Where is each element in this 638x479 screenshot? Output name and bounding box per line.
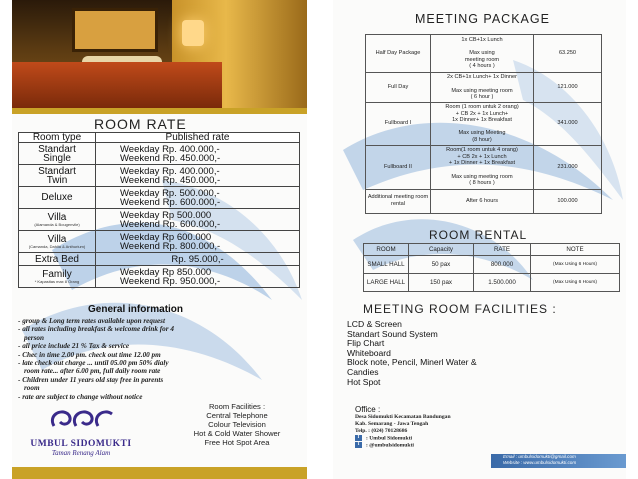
facility-item: Flip Chart [347, 338, 385, 349]
meeting-package-title: MEETING PACKAGE [415, 12, 550, 26]
twitter-icon: t [355, 442, 362, 448]
column-header: RATE [474, 244, 531, 256]
facility-item: Candies [347, 366, 379, 377]
table-row [364, 274, 620, 292]
info-item: room rate... after 6.00 pm, full daily room rate [24, 367, 161, 376]
column-header: ROOM [364, 244, 409, 256]
column-header: Published rate [96, 133, 300, 143]
info-item: - group & Long term rates available upon request [18, 317, 165, 325]
room-photo [12, 0, 307, 108]
package-price: 231.000 [534, 145, 602, 189]
package-price: 63.250 [534, 35, 602, 73]
package-desc: 2x CB+1x Lunch+ 1x Dinner Max using meeting room ( 6 hour ) [431, 73, 534, 103]
table-row [364, 244, 620, 256]
column-header: Room type [19, 133, 96, 143]
table-row [366, 103, 602, 146]
room-type: Extra Bed [35, 253, 79, 265]
office-address: Desa Sidomukti Kecamatan Bandungan [355, 414, 451, 420]
package-desc: 1x CB+1x Lunch Max using meeting room ( 4 hours ) [431, 35, 534, 73]
gold-divider [12, 108, 307, 114]
rate-weekend: Weekend Rp. 600.000,- [120, 218, 221, 230]
rate-weekend: Weekend Rp. 600.000,- [120, 196, 221, 208]
info-item: - all price include 21 % Tax & service [18, 342, 130, 351]
room-type-note: * Kapasitas max 8 Orang [34, 278, 80, 284]
rate-weekday: Weekday Rp 500.000 [120, 209, 212, 221]
room-facilities [172, 402, 302, 447]
table-row [19, 165, 300, 187]
office-phone: Telp. : (024) 70128686 [355, 428, 408, 434]
general-information [18, 304, 298, 401]
rate-weekday: Weekday Rp. 500.000,- [120, 187, 220, 199]
room-rate-title: ROOM RATE [94, 116, 187, 132]
meeting-facilities-title: MEETING ROOM FACILITIES : [363, 302, 557, 316]
room-type-note: (Camanda, Dahlia & Anthurium) [28, 243, 86, 249]
package-desc: After 6 hours [431, 189, 534, 213]
info-item: - all rates including breakfast & welcome drink for 4 [18, 325, 174, 334]
table-row [19, 253, 300, 266]
room-name: LARGE HALL [364, 274, 409, 292]
facility-item: Colour Television [208, 420, 266, 429]
table-row [364, 256, 620, 274]
rate-weekday: Weekday Rp. 400.000,- [120, 143, 220, 155]
room-name: SMALL HALL [364, 256, 409, 274]
gold-footer-bar [12, 467, 307, 479]
logo [26, 404, 136, 457]
meeting-panel [333, 0, 626, 479]
rate-weekend: Weekend Rp. 950.000,- [120, 275, 221, 287]
table-row [19, 266, 300, 288]
facility-item: Block note, Pencil, Minerl Water & [347, 357, 477, 368]
facility-item: Central Telephone [206, 411, 268, 420]
room-type: Family [42, 268, 72, 280]
info-item: - rate are subject to change without notice [18, 392, 143, 401]
table-row [19, 187, 300, 209]
rate-weekend: Weekend Rp. 800.000,- [120, 240, 221, 252]
room-rate: 800.000 [474, 256, 531, 274]
office-info [355, 405, 451, 450]
facility-item: Standart Sound System [347, 328, 438, 339]
room-rate-table [18, 132, 300, 288]
room-rental-table [363, 243, 620, 292]
general-info-title: General information [88, 304, 184, 315]
room-type: Standart Single [38, 143, 76, 164]
column-header: NOTE [531, 244, 620, 256]
room-type: Villa [47, 233, 67, 245]
office-region: Kab. Semarang - Jawa Tengah [355, 421, 429, 427]
room-type: Deluxe [41, 192, 73, 203]
room-rate-panel [12, 0, 307, 479]
table-row [366, 35, 602, 73]
office-title: Office : [355, 405, 381, 414]
meeting-package-table [365, 34, 602, 214]
room-capacity: 50 pax [409, 256, 474, 274]
rate-extra-bed: Rp. 95.000,- [171, 253, 224, 265]
meeting-facilities-list [347, 320, 477, 387]
facility-item: Hot Spot [347, 376, 381, 387]
rate-weekday: Weekday Rp 600.000 [120, 231, 212, 243]
package-price: 100.000 [534, 189, 602, 213]
package-desc: Room (1 room untuk 2 orang) + CB 2x + 1x Lunch+ 1x Dinner+ 1x Breakfast Max using Meeting (8 hour) [431, 103, 534, 146]
room-rental-title: ROOM RENTAL [429, 228, 528, 242]
package-desc: Room(1 room untuk 4 orang) + CB 2x + 1x Lunch + 1x Dinner + 1x Breakfast Max using meeting room ( 8 hours ) [431, 145, 534, 189]
table-row [19, 231, 300, 253]
room-capacity: 150 pax [409, 274, 474, 292]
facebook-icon: f [355, 435, 362, 441]
facility-item: Whiteboard [347, 347, 391, 358]
info-item: person [24, 333, 44, 342]
rate-weekday: Weekday Rp 850.000 [120, 266, 212, 278]
rate-weekend: Weekend Rp. 450.000,- [120, 152, 221, 164]
table-row [19, 143, 300, 165]
room-type-note: (Alamanda & Bougenvile) [34, 221, 80, 227]
logo-tagline: Taman Renang Alam [51, 449, 111, 457]
package-name: Half Day Package [366, 35, 431, 73]
facility-item: Free Hot Spot Area [204, 438, 270, 447]
email-link[interactable]: Email : umbulsidomukti@gmail.com [503, 454, 576, 459]
logo-swirl-icon [46, 404, 116, 434]
room-type: Standart Twin [38, 165, 76, 186]
table-row [366, 189, 602, 213]
package-name: Fullboard II [366, 145, 431, 189]
package-name: Full Day [366, 73, 431, 103]
rate-weekday: Weekday Rp. 400.000,- [120, 165, 220, 177]
package-name: Additional meeting room rental [366, 189, 431, 213]
package-price: 341.000 [534, 103, 602, 146]
facebook-handle[interactable]: : Umbul Sidomukti [366, 435, 413, 442]
info-item: - late check out charge ... until 05.00 pm 50% dialy [18, 359, 169, 368]
info-item: room [24, 384, 40, 393]
rate-weekend: Weekend Rp. 450.000,- [120, 174, 221, 186]
table-row [366, 145, 602, 189]
room-note: (Max Using 6 Hours) [531, 274, 620, 292]
logo-name: UMBUL SIDOMUKTI [30, 439, 132, 449]
column-header: Capacity [409, 244, 474, 256]
contact-bar [491, 454, 626, 468]
info-item: - Children under 11 years old stay free in parents [18, 375, 164, 384]
website-link[interactable]: Website : www.umbulsidomukti.com [503, 460, 577, 465]
package-price: 121.000 [534, 73, 602, 103]
info-item: - Chec in time 2.00 pm. check out time 12.00 pm [18, 350, 161, 359]
room-rate: 1.500.000 [474, 274, 531, 292]
twitter-handle[interactable]: : @umbulsidomukti [366, 442, 414, 449]
facility-item: Hot & Cold Water Shower [193, 429, 281, 438]
room-note: (Max Using 6 Hours) [531, 256, 620, 274]
table-row [19, 209, 300, 231]
package-name: Fullboard I [366, 103, 431, 146]
table-row [366, 73, 602, 103]
room-facilities-title: Room Facilities : [208, 402, 266, 411]
room-type: Villa [47, 211, 67, 223]
facility-item: LCD & Screen [347, 319, 402, 329]
